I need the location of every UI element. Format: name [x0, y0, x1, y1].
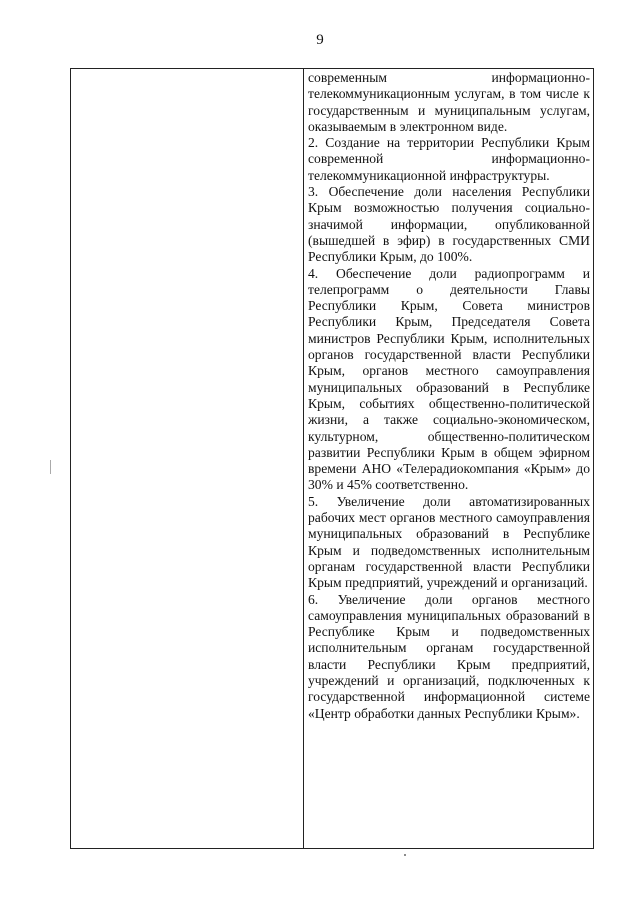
- page-number: 9: [316, 32, 324, 48]
- paragraph-item-5: 5. Увеличение доли автоматизированных рабочих мест органов местного самоуправления муниципальных образований в Республике Крым и подведомственных исполнительным органам государственной власти Республики Крым предприятий, учреждений и организаций.: [308, 493, 590, 591]
- scan-dot-mark: [404, 854, 406, 856]
- table-left-cell: [71, 69, 304, 848]
- targets-table: [70, 68, 594, 849]
- paragraph-item-6: 6. Увеличение доли органов местного самоуправления муниципальных образований в Республике Крым и подведомственных исполнительным органам государственной власти Республики Крым предприятий, учреждений и организаций, подключенных к государственной информационной системе «Центр обработки данных Республики Крым».: [308, 591, 590, 721]
- paragraph-continuation: современным информационно-телекоммуникационным услугам, в том числе к государственным и муниципальным услугам, оказываемым в электронном виде.: [308, 70, 590, 134]
- scan-margin-mark: [50, 460, 51, 474]
- paragraph-item-3: 3. Обеспечение доли населения Республики Крым возможностью получения социально-значимой информации, опубликованной (вышедшей в эфир) в государственных СМИ Республики Крым, до 100%.: [308, 184, 590, 265]
- table-right-cell: [304, 70, 593, 722]
- paragraph-item-2: 2. Создание на территории Республики Крым современной информационно-телекоммуникационной инфраструктуры.: [308, 135, 590, 183]
- paragraph-item-4: 4. Обеспечение доли радиопрограмм и телепрограмм о деятельности Главы Республики Крым, Совета министров Республики Крым, Председателя Совета министров Республики Крым, исполнительных органов государственной власти Республики Крым, органов местного самоуправления муниципальных образований в Республике Крым, событиях общественно-политической жизни, а также социально-экономическом, культурном, общественно-политическом развитии Республики Крым в общем эфирном времени АНО «Телерадиокомпания «Крым» до 30% и 45% соответственно.: [308, 265, 590, 493]
